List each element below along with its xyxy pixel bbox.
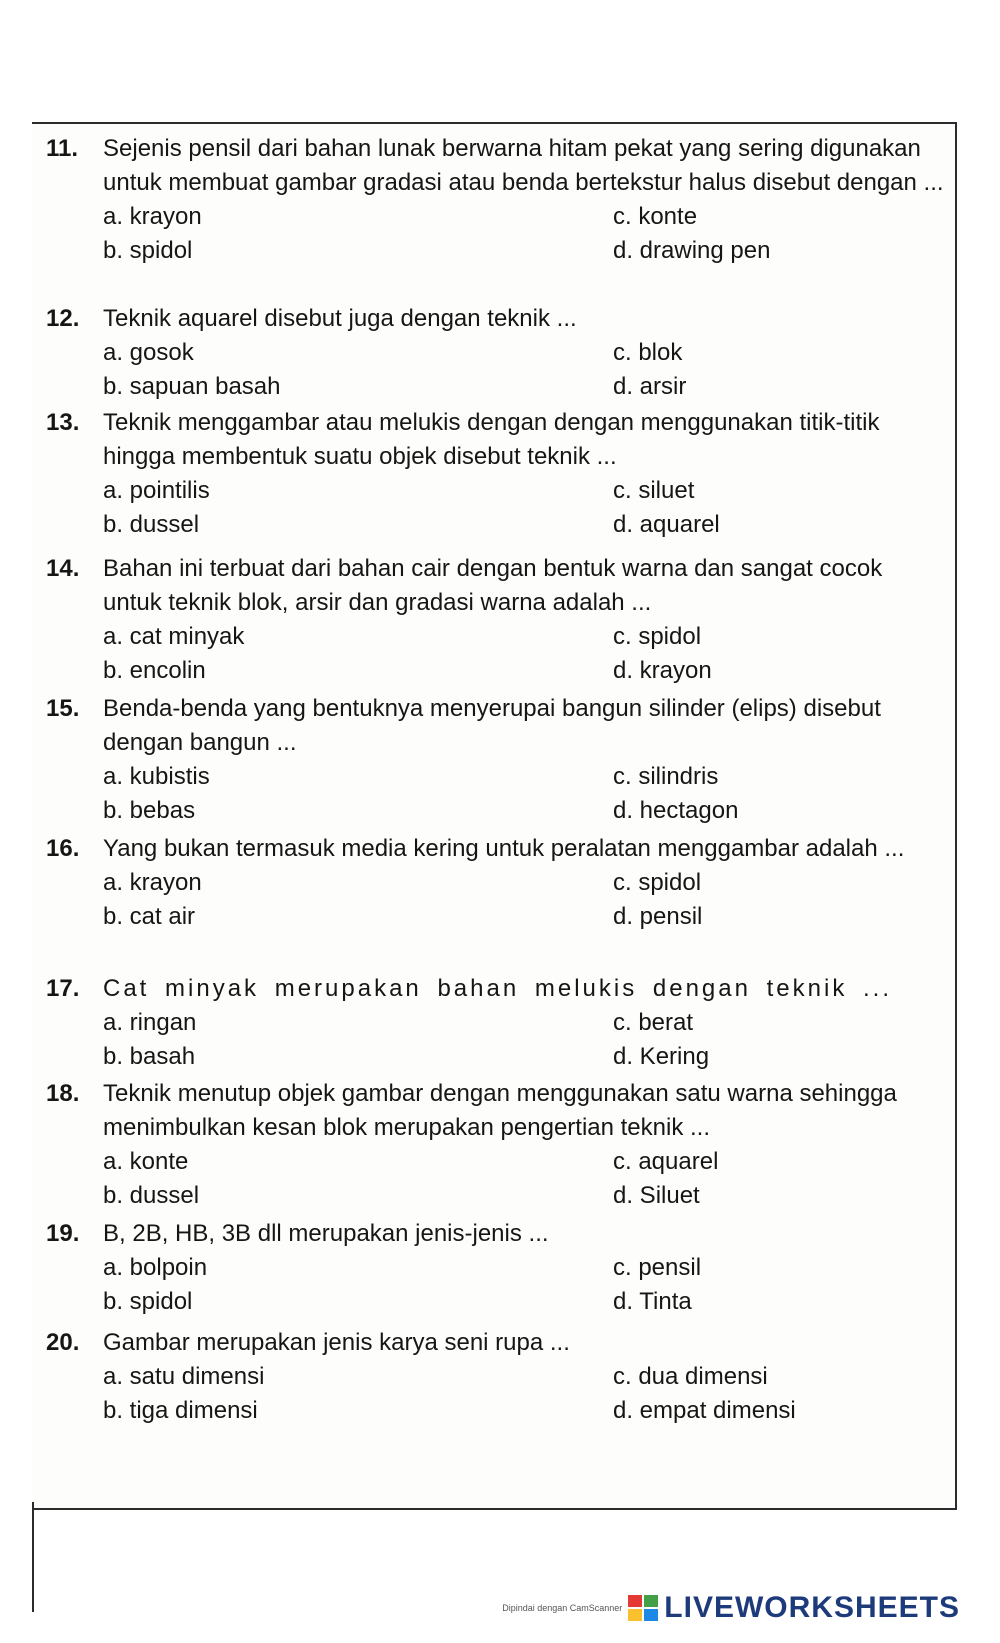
- option-a[interactable]: a. bolpoin: [103, 1254, 208, 1281]
- option-b[interactable]: b. sapuan basah: [103, 373, 281, 400]
- option-a[interactable]: a. kubistis: [103, 763, 210, 790]
- footer: [502, 1591, 960, 1625]
- question-number: 11.: [46, 135, 79, 162]
- border-top: [32, 122, 957, 124]
- question-text: Teknik menutup objek gambar dengan menggunakan satu warna sehingga menimbulkan kesan blok merupakan pengertian teknik ...: [103, 1080, 897, 1141]
- option-b[interactable]: b. basah: [103, 1043, 196, 1070]
- options: [46, 1145, 946, 1213]
- option-b[interactable]: b. dussel: [103, 511, 200, 538]
- question-text: Benda-benda yang bentuknya menyerupai bangun silinder (elips) disebut dengan bangun ...: [103, 695, 881, 756]
- option-d[interactable]: d. drawing pen: [613, 237, 771, 264]
- question-14: [46, 552, 946, 688]
- option-d[interactable]: d. aquarel: [613, 511, 720, 538]
- border-left: [32, 1502, 34, 1612]
- option-c[interactable]: c. pensil: [613, 1254, 702, 1281]
- option-b[interactable]: b. spidol: [103, 237, 193, 264]
- option-c[interactable]: c. konte: [613, 203, 698, 230]
- question-number: 17.: [46, 975, 80, 1002]
- option-c[interactable]: c. blok: [613, 339, 683, 366]
- option-a[interactable]: a. cat minyak: [103, 623, 245, 650]
- question-20: [46, 1326, 946, 1428]
- question-number: 15.: [46, 695, 80, 722]
- option-b[interactable]: b. tiga dimensi: [103, 1397, 258, 1424]
- border-bottom: [32, 1508, 957, 1510]
- options: [46, 760, 946, 828]
- question-text: Bahan ini terbuat dari bahan cair dengan bentuk warna dan sangat cocok untuk teknik blok, arsir dan gradasi warna adalah ...: [103, 555, 883, 616]
- options: [46, 1251, 946, 1319]
- question-15: [46, 692, 946, 828]
- liveworksheets-logo-icon: [628, 1595, 658, 1621]
- option-b[interactable]: b. dussel: [103, 1182, 200, 1209]
- option-c[interactable]: c. aquarel: [613, 1148, 719, 1175]
- option-d[interactable]: d. hectagon: [613, 797, 739, 824]
- option-a[interactable]: a. ringan: [103, 1009, 197, 1036]
- option-c[interactable]: c. spidol: [613, 623, 702, 650]
- option-d[interactable]: d. empat dimensi: [613, 1397, 796, 1424]
- question-number: 19.: [46, 1220, 80, 1247]
- question-text: Teknik aquarel disebut juga dengan teknik ...: [103, 305, 577, 332]
- logo-square-yellow: [628, 1609, 642, 1621]
- question-text: Sejenis pensil dari bahan lunak berwarna hitam pekat yang sering digunakan untuk membuat gambar gradasi atau benda bertekstur halus disebut dengan ...: [103, 135, 944, 196]
- option-b[interactable]: b. spidol: [103, 1288, 193, 1315]
- question-text: Cat minyak merupakan bahan melukis dengan teknik ...: [103, 975, 892, 1002]
- option-a[interactable]: a. pointilis: [103, 477, 210, 504]
- question-18: [46, 1077, 946, 1213]
- border-right: [955, 122, 957, 1510]
- option-c[interactable]: c. berat: [613, 1009, 694, 1036]
- option-d[interactable]: d. krayon: [613, 657, 712, 684]
- option-a[interactable]: a. satu dimensi: [103, 1363, 265, 1390]
- options: [46, 620, 946, 688]
- option-d[interactable]: d. Tinta: [613, 1288, 692, 1315]
- option-c[interactable]: c. spidol: [613, 869, 702, 896]
- option-b[interactable]: b. cat air: [103, 903, 196, 930]
- question-number: 13.: [46, 409, 80, 436]
- logo-square-blue: [644, 1609, 658, 1621]
- question-number: 18.: [46, 1080, 80, 1107]
- question-text: Yang bukan termasuk media kering untuk peralatan menggambar adalah ...: [103, 835, 905, 862]
- logo-square-green: [644, 1595, 658, 1607]
- question-17: [46, 972, 946, 1074]
- question-text: B, 2B, HB, 3B dll merupakan jenis-jenis ...: [103, 1220, 549, 1247]
- option-d[interactable]: d. Kering: [613, 1043, 710, 1070]
- option-c[interactable]: c. silindris: [613, 763, 719, 790]
- option-c[interactable]: c. dua dimensi: [613, 1363, 768, 1390]
- options: [46, 1360, 946, 1428]
- question-13: [46, 406, 946, 542]
- question-19: [46, 1217, 946, 1319]
- question-number: 12.: [46, 305, 80, 332]
- option-a[interactable]: a. krayon: [103, 869, 202, 896]
- question-number: 20.: [46, 1329, 80, 1356]
- options: [46, 866, 946, 934]
- scanner-credit: Dipindai dengan CamScanner: [502, 1603, 623, 1613]
- question-number: 14.: [46, 555, 80, 582]
- option-d[interactable]: d. arsir: [613, 373, 687, 400]
- question-11: [46, 132, 946, 268]
- options: [46, 336, 946, 404]
- option-d[interactable]: d. Siluet: [613, 1182, 700, 1209]
- brand-name[interactable]: LIVEWORKSHEETS: [664, 1591, 960, 1624]
- options: [46, 200, 946, 268]
- options: [46, 1006, 946, 1074]
- question-text: Gambar merupakan jenis karya seni rupa ...: [103, 1329, 570, 1356]
- question-12: [46, 302, 946, 404]
- options: [46, 474, 946, 542]
- question-text: Teknik menggambar atau melukis dengan dengan menggunakan titik-titik hingga membentuk suatu objek disebut teknik ...: [103, 409, 880, 470]
- option-d[interactable]: d. pensil: [613, 903, 703, 930]
- logo-square-red: [628, 1595, 642, 1607]
- option-b[interactable]: b. encolin: [103, 657, 206, 684]
- question-number: 16.: [46, 835, 80, 862]
- option-a[interactable]: a. krayon: [103, 203, 202, 230]
- question-16: [46, 832, 946, 934]
- worksheet-page: [32, 122, 957, 1510]
- option-b[interactable]: b. bebas: [103, 797, 196, 824]
- option-a[interactable]: a. konte: [103, 1148, 189, 1175]
- option-c[interactable]: c. siluet: [613, 477, 695, 504]
- option-a[interactable]: a. gosok: [103, 339, 194, 366]
